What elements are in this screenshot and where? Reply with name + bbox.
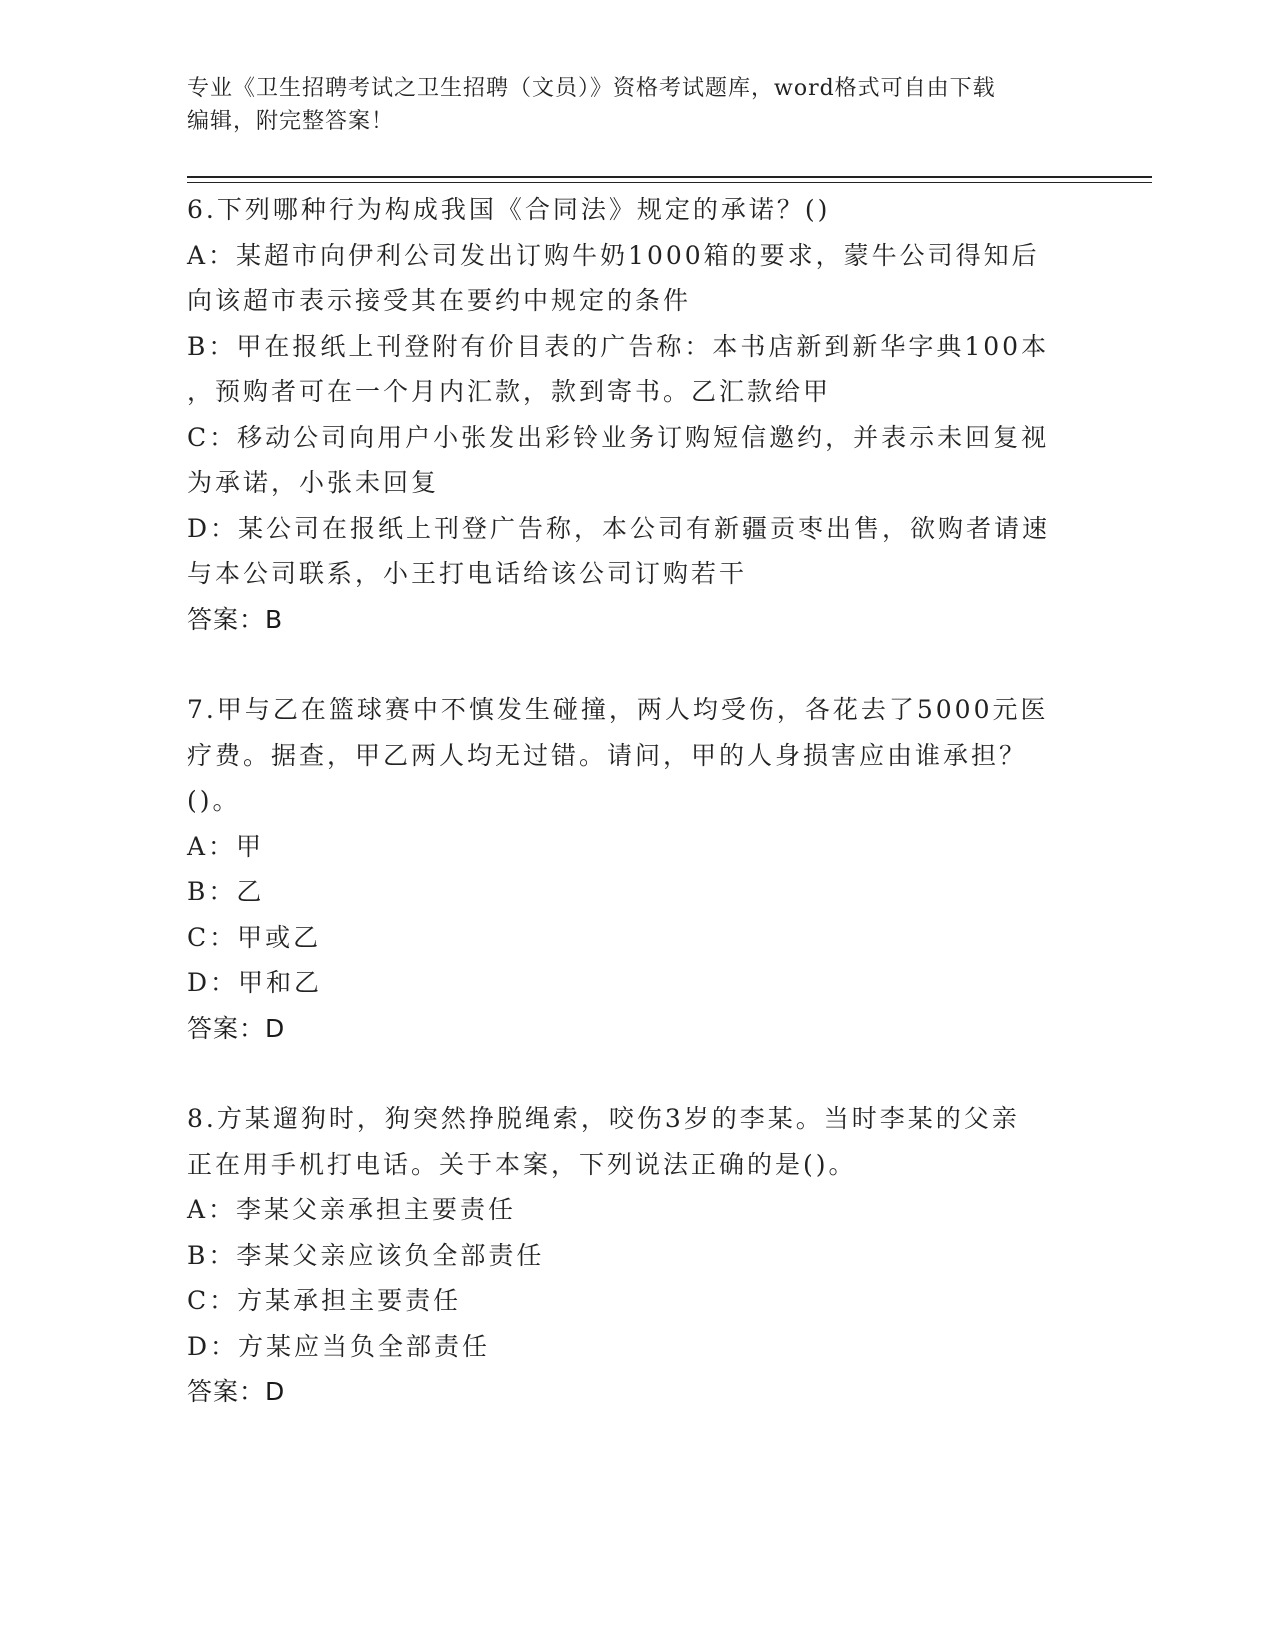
option-c (187, 415, 1067, 506)
option-c (187, 1278, 1067, 1324)
document-header (187, 72, 1067, 138)
answer-label: 答案：D (187, 1377, 286, 1406)
stem-line: 7.甲与乙在篮球赛中不慎发生碰撞，两人均受伤，各花去了5000元医 (187, 695, 1049, 724)
option-line: 与本公司联系，小王打电话给该公司订购若干 (187, 559, 748, 588)
option-line: ，预购者可在一个月内汇款，款到寄书。乙汇款给甲 (187, 377, 832, 406)
stem-line: 疗费。据查，甲乙两人均无过错。请问，甲的人身损害应由谁承担？ (187, 740, 1028, 770)
option-line: B：李某父亲应该负全部责任 (187, 1240, 545, 1270)
option-a (187, 824, 1067, 870)
option-line: C：方某承担主要责任 (187, 1286, 462, 1315)
option-line: C：甲或乙 (187, 922, 322, 952)
stem-line: 6.下列哪种行为构成我国《合同法》规定的承诺？() (187, 195, 831, 224)
question-stem (187, 1096, 1067, 1187)
option-line: 向该超市表示接受其在要约中规定的条件 (187, 286, 692, 315)
question-stem (187, 687, 1067, 824)
option-line: D：甲和乙 (187, 968, 323, 997)
question-list (187, 187, 1067, 1415)
option-b (187, 324, 1067, 415)
option-line: B：甲在报纸上刊登附有价目表的广告称：本书店新到新华字典100本 (187, 331, 1050, 361)
option-line: C：移动公司向用户小张发出彩铃业务订购短信邀约，并表示未回复视 (187, 422, 1050, 452)
question-stem (187, 187, 1067, 233)
option-d (187, 960, 1067, 1006)
option-line: 为承诺，小张未回复 (187, 468, 440, 497)
header-line-2: 编辑，附完整答案！ (187, 109, 395, 134)
stem-line: 8.方某遛狗时，狗突然挣脱绳索，咬伤3岁的李某。当时李某的父亲 (187, 1104, 1020, 1133)
header-divider-thick (187, 176, 1152, 178)
option-b (187, 1233, 1067, 1279)
answer-label: 答案：B (187, 604, 284, 634)
answer-label: 答案：D (187, 1013, 286, 1043)
header-divider-thin (187, 182, 1152, 183)
option-d (187, 1324, 1067, 1370)
option-line: A：甲 (187, 831, 265, 861)
option-a (187, 1187, 1067, 1233)
question-8 (187, 1096, 1067, 1415)
header-line-1: 专业《卫生招聘考试之卫生招聘（文员）》资格考试题库，word格式可自由下载 (187, 76, 996, 101)
option-line: A：某超市向伊利公司发出订购牛奶1000箱的要求，蒙牛公司得知后 (187, 240, 1040, 270)
question-7 (187, 687, 1067, 1051)
stem-line: ()。 (187, 786, 241, 815)
stem-line: 正在用手机打电话。关于本案，下列说法正确的是()。 (187, 1149, 857, 1179)
option-c (187, 915, 1067, 961)
option-b (187, 869, 1067, 915)
option-line: A：李某父亲承担主要责任 (187, 1195, 517, 1224)
option-line: D：方某应当负全部责任 (187, 1331, 491, 1361)
option-line: B：乙 (187, 877, 265, 906)
option-line: D：某公司在报纸上刊登广告称，本公司有新疆贡枣出售，欲购者请速 (187, 513, 1051, 543)
question-6 (187, 187, 1067, 642)
option-a (187, 233, 1067, 324)
option-d (187, 506, 1067, 597)
